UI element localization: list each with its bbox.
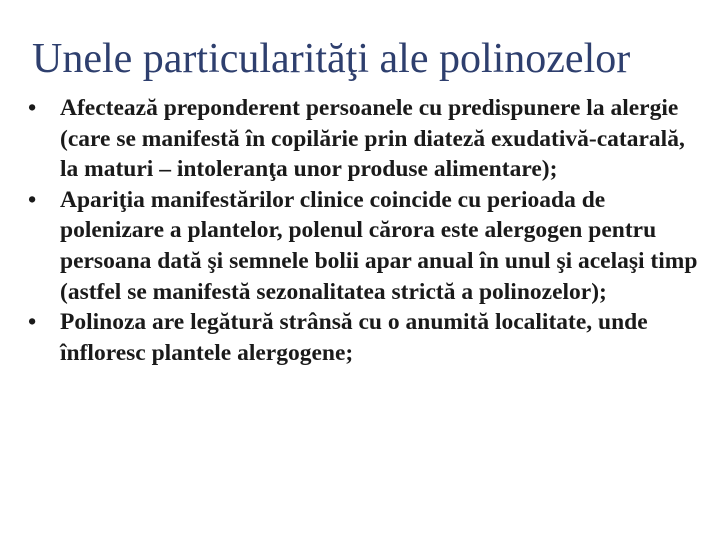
bullet-text: Afectează preponderent persoanele cu predispunere la alergie (care se manifestă în copilărie prin diateză exudativă-catarală, la maturi – intoleranţa unor produse alimentare); bbox=[60, 95, 685, 183]
slide-title: Unele particularităţi ale polinozelor bbox=[32, 36, 631, 82]
bullet-list bbox=[28, 93, 700, 368]
bullet-marker: • bbox=[28, 95, 37, 121]
bullet-item bbox=[28, 185, 700, 307]
bullet-item bbox=[28, 307, 700, 368]
bullet-marker: • bbox=[28, 309, 37, 336]
bullet-text: Polinoza are legătură strânsă cu o anumită localitate, unde înfloresc plantele alergogene; bbox=[60, 309, 648, 366]
bullet-item bbox=[28, 93, 700, 185]
bullet-marker: • bbox=[28, 186, 37, 213]
bullet-text: Apariţia manifestărilor clinice coincide cu perioada de polenizare a plantelor, polenul cărora este alergogen pentru persoana dată şi semnele bolii apar anual în unul şi acelaşi timp (astfel se manifestă sezonalitatea strictă a polinozelor); bbox=[60, 186, 698, 305]
